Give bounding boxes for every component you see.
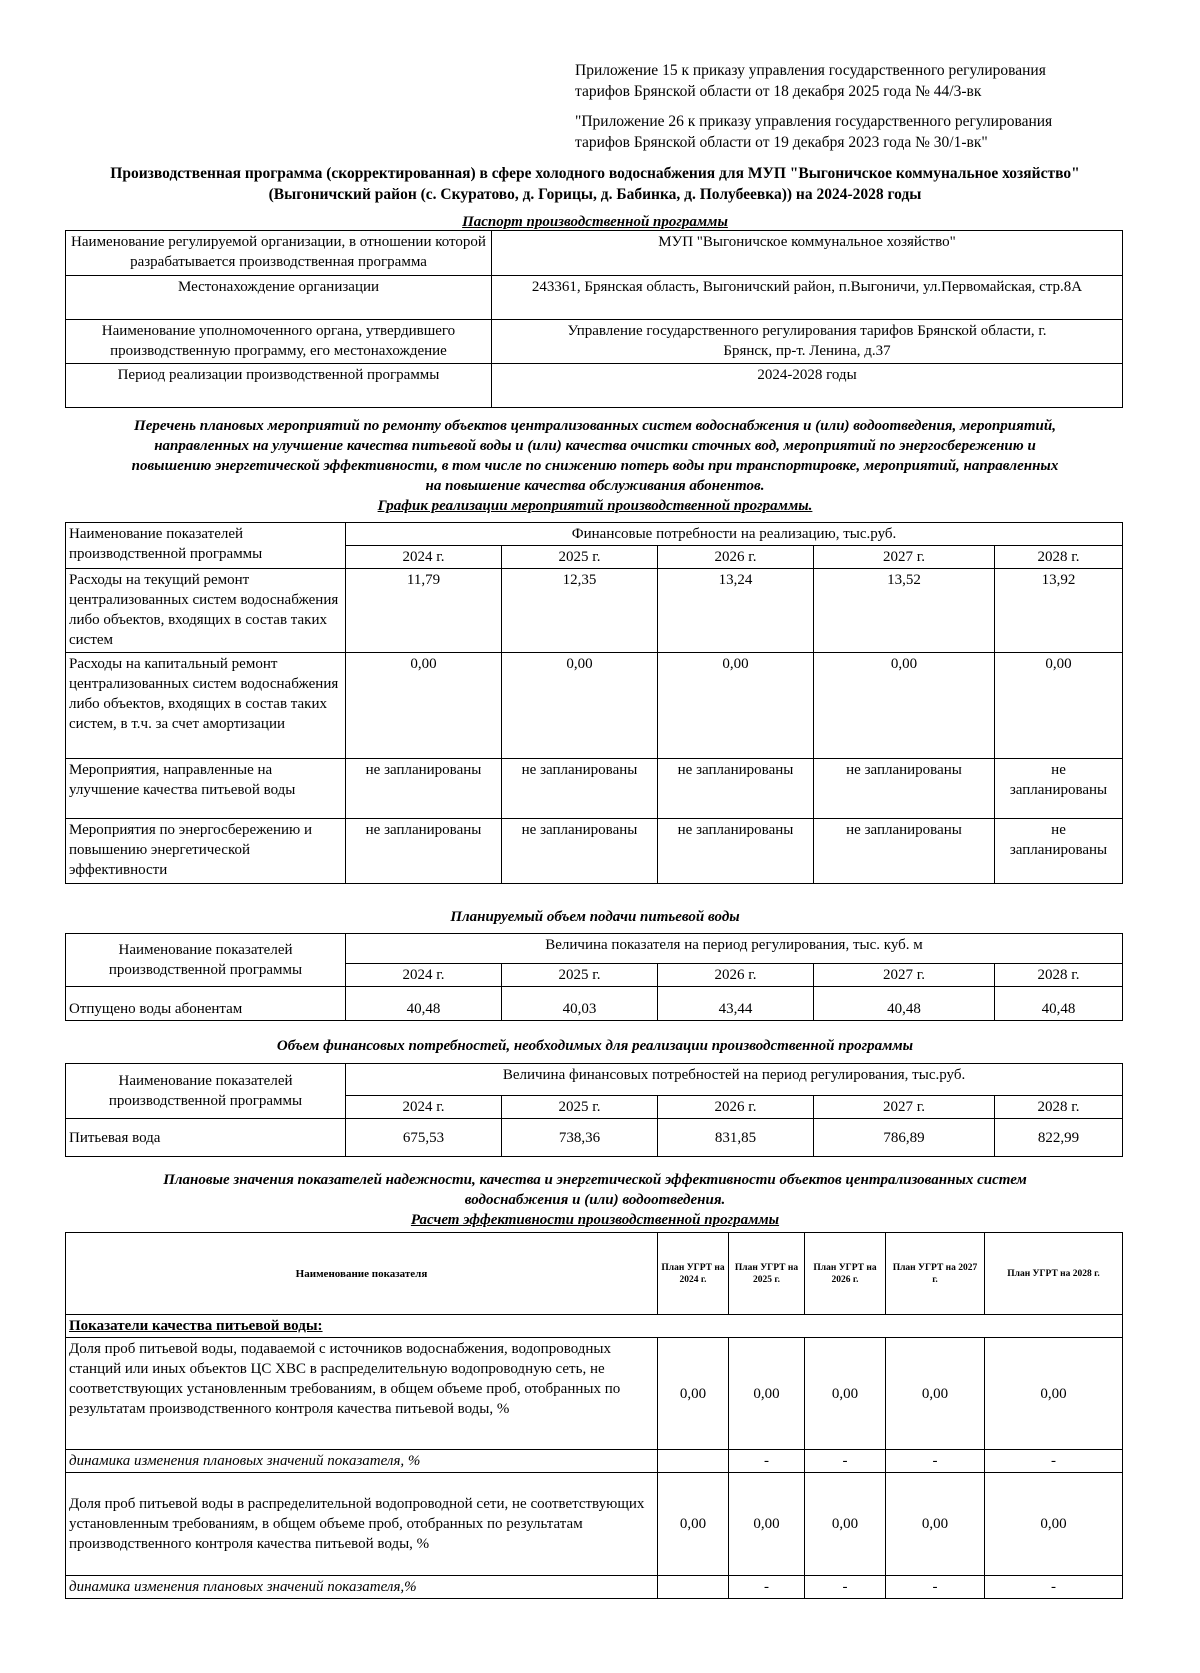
indicators-dynamics-label: динамика изменения плановых значений показателя,% xyxy=(66,1576,658,1599)
volume-col-name: Наименование показателей производственной программы xyxy=(66,934,346,987)
indicators-plan-2024: План УГРТ на 2024 г. xyxy=(658,1233,729,1315)
indicators-cell: - xyxy=(805,1450,886,1473)
passport-value-location: 243361, Брянская область, Выгоничский район, п.Выгоничи, ул.Первомайская, стр.8А xyxy=(492,276,1123,320)
passport-label-period: Период реализации производственной программы xyxy=(66,364,492,408)
appendix-26-line-2: тарифов Брянской области от 19 декабря 2023 года № 30/1-вк" xyxy=(575,134,988,151)
measures-cell: не запланированы xyxy=(995,819,1123,884)
volume-cell: 40,48 xyxy=(346,987,502,1021)
finance-year-2028: 2028 г. xyxy=(995,1096,1123,1119)
measures-cell: 0,00 xyxy=(346,653,502,759)
measures-cell: не запланированы xyxy=(502,759,658,819)
volume-cell: 40,03 xyxy=(502,987,658,1021)
measures-cell: не запланированы xyxy=(995,759,1123,819)
measures-heading-line-3: повышению энергетической эффективности, в том числе по снижению потерь воды при транспортировке, мероприятий, направленных xyxy=(131,458,1059,474)
volume-cell: 43,44 xyxy=(658,987,814,1021)
volume-year-2028: 2028 г. xyxy=(995,964,1123,987)
measures-cell: 13,24 xyxy=(658,569,814,653)
passport-table xyxy=(65,230,1123,408)
indicators-cell: - xyxy=(985,1450,1123,1473)
volume-year-2027: 2027 г. xyxy=(814,964,995,987)
passport-value-org: МУП "Выгоничское коммунальное хозяйство" xyxy=(492,231,1123,276)
finance-table xyxy=(65,1063,1123,1157)
finance-cell: 822,99 xyxy=(995,1119,1123,1157)
indicators-plan-2028: План УГРТ на 2028 г. xyxy=(985,1233,1123,1315)
indicators-cell: 0,00 xyxy=(985,1338,1123,1450)
measures-year-2027: 2027 г. xyxy=(814,546,995,569)
indicators-section: Показатели качества питьевой воды: xyxy=(66,1315,1123,1338)
measures-subheading: График реализации мероприятий производственной программы. xyxy=(377,498,813,514)
indicators-cell: 0,00 xyxy=(805,1338,886,1450)
measures-col-group: Финансовые потребности на реализацию, тыс.руб. xyxy=(346,523,1123,546)
measures-year-2028: 2028 г. xyxy=(995,546,1123,569)
indicators-cell: 0,00 xyxy=(886,1473,985,1576)
measures-cell: не запланированы xyxy=(658,819,814,884)
measures-table xyxy=(65,522,1123,884)
volume-cell: 40,48 xyxy=(814,987,995,1021)
measures-row-label: Мероприятия, направленные на улучшение качества питьевой воды xyxy=(66,759,346,819)
measures-year-2024: 2024 г. xyxy=(346,546,502,569)
indicators-plan-2027: План УГРТ на 2027 г. xyxy=(886,1233,985,1315)
indicators-cell: - xyxy=(729,1450,805,1473)
measures-cell: не запланированы xyxy=(502,819,658,884)
measures-cell: 0,00 xyxy=(995,653,1123,759)
measures-row-label: Расходы на текущий ремонт централизованных систем водоснабжения либо объектов, входящих в состав таких систем xyxy=(66,569,346,653)
volume-col-group: Величина показателя на период регулирования, тыс. куб. м xyxy=(346,934,1123,964)
finance-heading: Объем финансовых потребностей, необходимых для реализации производственной программы xyxy=(276,1038,914,1054)
measures-cell: 11,79 xyxy=(346,569,502,653)
finance-year-2024: 2024 г. xyxy=(346,1096,502,1119)
document-title-line-2: (Выгоничский район (с. Скуратово, д. Горицы, д. Бабинка, д. Полубеевка)) на 2024-2028 годы xyxy=(268,186,922,203)
indicators-dynamics-label: динамика изменения плановых значений показателя, % xyxy=(66,1450,658,1473)
passport-label-location: Местонахождение организации xyxy=(66,276,492,320)
finance-year-2025: 2025 г. xyxy=(502,1096,658,1119)
indicators-cell xyxy=(658,1576,729,1599)
measures-year-2026: 2026 г. xyxy=(658,546,814,569)
passport-heading: Паспорт производственной программы xyxy=(462,214,728,230)
appendix-26-line-1: "Приложение 26 к приказу управления государственного регулирования xyxy=(575,113,1053,130)
measures-heading-line-2: направленных на улучшение качества питьевой воды и (или) качества очистки сточных вод, мероприятий по энергосбережению и xyxy=(154,438,1036,454)
indicators-subheading: Расчет эффективности производственной программы xyxy=(410,1212,780,1228)
indicators-cell: - xyxy=(886,1576,985,1599)
finance-cell: 738,36 xyxy=(502,1119,658,1157)
volume-year-2024: 2024 г. xyxy=(346,964,502,987)
indicators-heading-line-1: Плановые значения показателей надежности, качества и энергетической эффективности объектов централизованных систем xyxy=(163,1172,1027,1188)
finance-row-label: Питьевая вода xyxy=(66,1119,346,1157)
indicators-cell: 0,00 xyxy=(729,1338,805,1450)
measures-row-label: Расходы на капитальный ремонт централизованных систем водоснабжения либо объектов, входящих в состав таких систем, в т.ч. за счет амортизации xyxy=(66,653,346,759)
indicators-plan-2026: План УГРТ на 2026 г. xyxy=(805,1233,886,1315)
finance-cell: 675,53 xyxy=(346,1119,502,1157)
indicators-plan-2025: План УГРТ на 2025 г. xyxy=(729,1233,805,1315)
measures-cell: 13,52 xyxy=(814,569,995,653)
indicators-cell: 0,00 xyxy=(985,1473,1123,1576)
measures-cell: не запланированы xyxy=(658,759,814,819)
passport-value-period: 2024-2028 годы xyxy=(492,364,1123,408)
document-title-line-1: Производственная программа (скорректированная) в сфере холодного водоснабжения для МУП "Выгоничское коммунальное хозяйство" xyxy=(110,165,1080,182)
measures-cell: не запланированы xyxy=(814,759,995,819)
volume-year-2025: 2025 г. xyxy=(502,964,658,987)
passport-value-authority: Управление государственного регулирования тарифов Брянской области, г. Брянск, пр-т. Ленина, д.37 xyxy=(492,320,1123,364)
measures-cell: 13,92 xyxy=(995,569,1123,653)
indicators-col-name: Наименование показателя xyxy=(66,1233,658,1315)
indicators-cell: 0,00 xyxy=(729,1473,805,1576)
appendix-15-line-2: тарифов Брянской области от 18 декабря 2025 года № 44/3-вк xyxy=(575,83,982,100)
indicators-cell: 0,00 xyxy=(658,1338,729,1450)
indicators-row-label: Доля проб питьевой воды, подаваемой с источников водоснабжения, водопроводных станций или иных объектов ЦС ХВС в распределительную водопроводную сеть, не соответствующих установленным требованиям, в общем объеме проб, отобранных по результатам производственного контроля качества питьевой воды, % xyxy=(66,1338,658,1450)
measures-cell: 0,00 xyxy=(502,653,658,759)
volume-cell: 40,48 xyxy=(995,987,1123,1021)
measures-cell: 0,00 xyxy=(814,653,995,759)
indicators-cell: 0,00 xyxy=(805,1473,886,1576)
measures-cell: 0,00 xyxy=(658,653,814,759)
indicators-row-label: Доля проб питьевой воды в распределительной водопроводной сети, не соответствующих установленным требованиям, в общем объеме проб, отобранных по результатам производственного контроля качества питьевой воды, % xyxy=(66,1473,658,1576)
measures-col-name: Наименование показателей производственной программы xyxy=(66,523,346,569)
measures-cell: 12,35 xyxy=(502,569,658,653)
finance-cell: 786,89 xyxy=(814,1119,995,1157)
indicators-heading-line-2: водоснабжения и (или) водоотведения. xyxy=(464,1192,726,1208)
volume-row-label: Отпущено воды абонентам xyxy=(66,987,346,1021)
volume-table xyxy=(65,933,1123,1021)
indicators-cell: - xyxy=(805,1576,886,1599)
measures-cell: не запланированы xyxy=(346,759,502,819)
indicators-cell: 0,00 xyxy=(886,1338,985,1450)
volume-heading: Планируемый объем подачи питьевой воды xyxy=(450,909,740,925)
passport-label-authority: Наименование уполномоченного органа, утвердившего производственную программу, его местонахождение xyxy=(66,320,492,364)
indicators-table xyxy=(65,1232,1123,1599)
indicators-cell: 0,00 xyxy=(658,1473,729,1576)
indicators-cell: - xyxy=(729,1576,805,1599)
indicators-cell: - xyxy=(886,1450,985,1473)
measures-heading-line-1: Перечень плановых мероприятий по ремонту объектов централизованных систем водоснабжения и (или) водоотведения, мероприятий, xyxy=(134,418,1056,434)
finance-year-2027: 2027 г. xyxy=(814,1096,995,1119)
measures-heading-line-4: на повышение качества обслуживания абонентов. xyxy=(425,478,765,494)
finance-year-2026: 2026 г. xyxy=(658,1096,814,1119)
indicators-cell: - xyxy=(985,1576,1123,1599)
appendix-15-line-1: Приложение 15 к приказу управления государственного регулирования xyxy=(575,62,1046,79)
measures-year-2025: 2025 г. xyxy=(502,546,658,569)
finance-col-group: Величина финансовых потребностей на период регулирования, тыс.руб. xyxy=(346,1064,1123,1096)
finance-col-name: Наименование показателей производственной программы xyxy=(66,1064,346,1119)
volume-year-2026: 2026 г. xyxy=(658,964,814,987)
measures-cell: не запланированы xyxy=(346,819,502,884)
measures-row-label: Мероприятия по энергосбережению и повышению энергетической эффективности xyxy=(66,819,346,884)
finance-cell: 831,85 xyxy=(658,1119,814,1157)
indicators-cell xyxy=(658,1450,729,1473)
measures-cell: не запланированы xyxy=(814,819,995,884)
passport-label-org: Наименование регулируемой организации, в отношении которой разрабатывается производственная программа xyxy=(66,231,492,276)
